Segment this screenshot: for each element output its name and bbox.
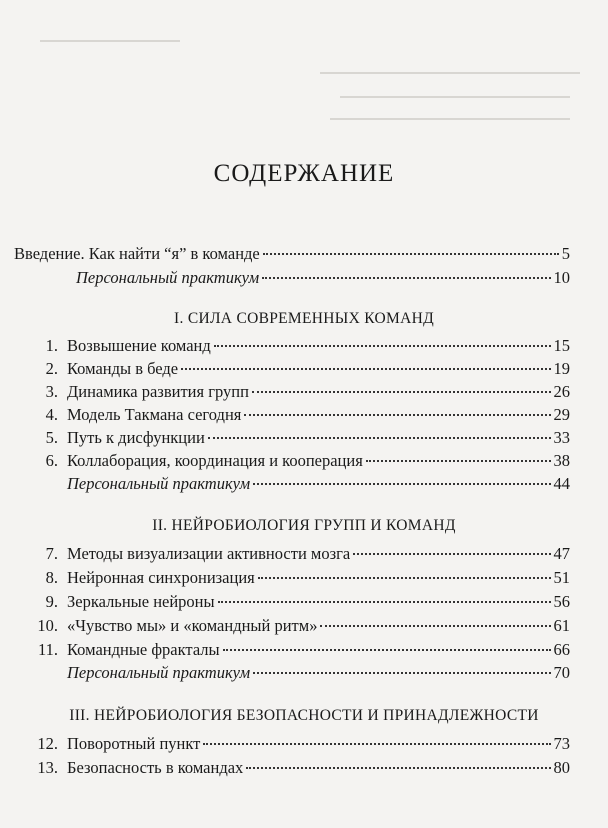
leader-dots [258, 576, 551, 579]
toc-page-number: 61 [553, 616, 570, 635]
leader-dots [366, 459, 551, 462]
toc-page-number: 26 [553, 382, 570, 401]
toc-page-number: 10 [553, 268, 570, 287]
toc-entry-practicum[interactable] [27, 661, 570, 685]
toc-entry[interactable] [27, 380, 570, 404]
toc-entry[interactable] [27, 566, 570, 590]
toc-page-number: 38 [553, 451, 570, 470]
toc-entry[interactable] [27, 334, 570, 358]
toc-entry-number: 9. [45, 592, 58, 611]
toc-entry-label: Зеркальные нейроны [67, 592, 215, 611]
toc-entry[interactable] [27, 357, 570, 381]
toc-page-number: 70 [553, 663, 570, 682]
toc-entry-number: 12. [37, 734, 58, 753]
bleed-through-mark [320, 72, 580, 74]
toc-entry-label: Поворотный пункт [67, 734, 201, 753]
toc-entry-number: 10. [37, 616, 58, 635]
toc-entry-number: 7. [45, 544, 58, 563]
leader-dots [244, 413, 550, 416]
leader-dots [246, 766, 550, 769]
toc-page-number: 73 [553, 734, 570, 753]
leader-dots [253, 671, 550, 674]
toc-entry-label: Персональный практикум [67, 474, 251, 493]
toc-entry-label: Возвышение команд [67, 336, 211, 355]
toc-entry-label: Персональный практикум [76, 268, 260, 287]
leader-dots [181, 367, 550, 370]
toc-entry[interactable] [27, 403, 570, 427]
toc-entry-label: Путь к дисфункции [67, 428, 205, 447]
toc-page-number: 66 [553, 640, 570, 659]
leader-dots [353, 552, 550, 555]
toc-page-number: 47 [553, 544, 570, 563]
section-heading: I. СИЛА СОВРЕМЕННЫХ КОМАНД [174, 310, 434, 327]
toc-entry-label: Коллаборация, координация и кооперация [67, 451, 363, 470]
toc-entry-intro-practicum[interactable] [14, 266, 570, 290]
toc-entry-label: Модель Такмана сегодня [67, 405, 242, 424]
toc-entry-number: 3. [45, 382, 58, 401]
toc-page-number: 5 [561, 244, 570, 263]
toc-page-number: 51 [553, 568, 570, 587]
bleed-through-mark [330, 118, 570, 120]
toc-entry-label: Динамика развития групп [67, 382, 249, 401]
toc-entry-practicum[interactable] [27, 472, 570, 496]
toc-page-number: 80 [553, 758, 570, 777]
section-heading: III. НЕЙРОБИОЛОГИЯ БЕЗОПАСНОСТИ И ПРИНАДЛЕЖНОСТИ [69, 707, 539, 724]
toc-page-number: 44 [553, 474, 570, 493]
toc-entry-label: Методы визуализации активности мозга [67, 544, 351, 563]
toc-entry-number: 11. [37, 640, 58, 659]
toc-page-number: 15 [553, 336, 570, 355]
toc-entry-label: «Чувство мы» и «командный ритм» [67, 616, 318, 635]
toc-entry-label: Нейронная синхронизация [67, 568, 255, 587]
toc-entry-intro[interactable] [14, 242, 570, 266]
toc-entry-number: 2. [45, 359, 58, 378]
toc-entry[interactable] [27, 590, 570, 614]
toc-entry[interactable] [27, 449, 570, 473]
toc-entry-number: 5. [45, 428, 58, 447]
toc-entry-number: 13. [37, 758, 58, 777]
bleed-through-mark [40, 40, 180, 42]
page-title: СОДЕРЖАНИЕ [213, 160, 395, 187]
toc-entry[interactable] [27, 638, 570, 662]
leader-dots [208, 436, 551, 439]
leader-dots [252, 390, 551, 393]
toc-entry-label: Персональный практикум [67, 663, 251, 682]
leader-dots [253, 482, 550, 485]
toc-page-number: 56 [553, 592, 570, 611]
toc-entry-label: Команды в беде [67, 359, 179, 378]
toc-entry-number: 6. [45, 451, 58, 470]
toc-entry-label: Введение. Как найти “я” в команде [14, 244, 260, 263]
toc-entry-number: 8. [45, 568, 58, 587]
toc-page-number: 19 [553, 359, 570, 378]
toc-entry-number: 1. [45, 336, 58, 355]
leader-dots [218, 600, 551, 603]
toc-entry[interactable] [27, 426, 570, 450]
leader-dots [263, 252, 559, 255]
toc-page-number: 29 [553, 405, 570, 424]
toc-entry-label: Безопасность в командах [67, 758, 244, 777]
bleed-through-mark [340, 96, 570, 98]
toc-entry-number: 4. [45, 405, 58, 424]
toc-page-number: 33 [553, 428, 570, 447]
leader-dots [203, 742, 550, 745]
leader-dots [320, 624, 550, 627]
leader-dots [214, 344, 551, 347]
leader-dots [262, 276, 550, 279]
toc-entry[interactable] [27, 732, 570, 756]
toc-entry-label: Командные фракталы [67, 640, 220, 659]
section-heading: II. НЕЙРОБИОЛОГИЯ ГРУПП И КОМАНД [152, 517, 456, 534]
toc-entry[interactable] [27, 542, 570, 566]
toc-entry[interactable] [27, 614, 570, 638]
toc-entry[interactable] [27, 756, 570, 780]
leader-dots [223, 648, 551, 651]
